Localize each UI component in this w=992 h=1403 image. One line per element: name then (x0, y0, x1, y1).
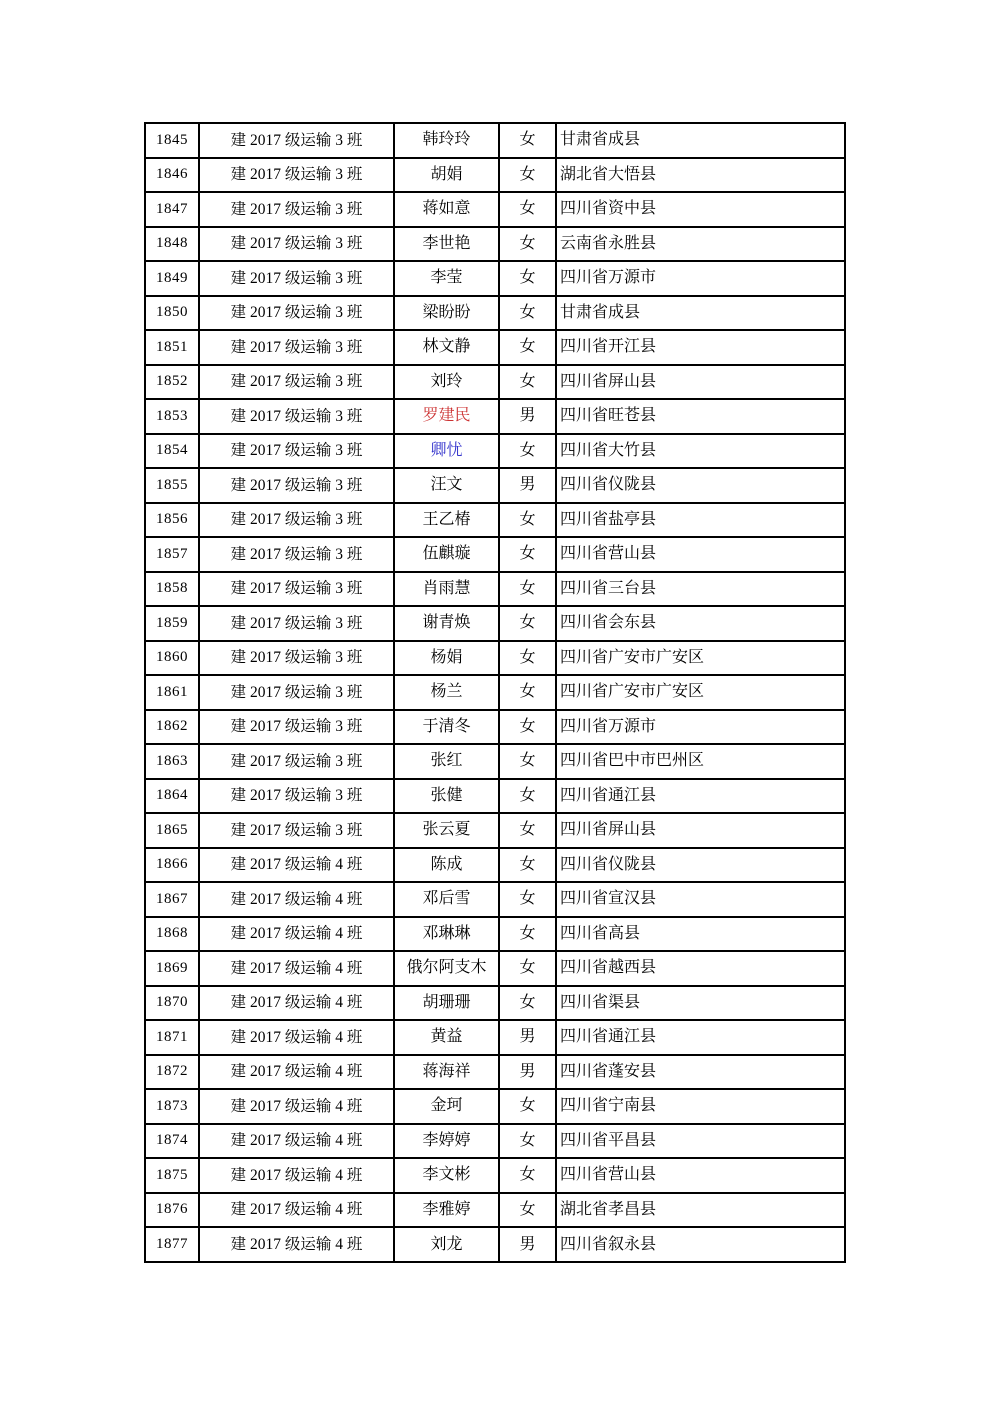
roster-cell-class-name: 建 2017 级运输 3 班 (199, 399, 394, 434)
table-row (145, 675, 845, 710)
table-row (145, 158, 845, 193)
table-row (145, 606, 845, 641)
roster-cell-serial-number: 1846 (145, 158, 199, 193)
roster-cell-hometown: 四川省仪陇县 (556, 468, 845, 503)
roster-cell-hometown: 四川省大竹县 (556, 434, 845, 469)
roster-cell-gender: 女 (499, 675, 556, 710)
roster-cell-serial-number: 1857 (145, 537, 199, 572)
roster-cell-serial-number: 1870 (145, 986, 199, 1021)
roster-cell-student-name: 俄尔阿支木 (394, 951, 499, 986)
roster-cell-gender: 女 (499, 951, 556, 986)
roster-cell-serial-number: 1850 (145, 296, 199, 331)
roster-cell-hometown: 四川省营山县 (556, 1158, 845, 1193)
roster-cell-serial-number: 1864 (145, 779, 199, 814)
roster-cell-class-name: 建 2017 级运输 3 班 (199, 710, 394, 745)
roster-body (145, 123, 845, 1262)
roster-cell-hometown: 四川省屏山县 (556, 365, 845, 400)
roster-cell-hometown: 四川省巴中市巴州区 (556, 744, 845, 779)
roster-cell-student-name: 杨娟 (394, 641, 499, 676)
roster-cell-hometown: 湖北省大悟县 (556, 158, 845, 193)
roster-cell-gender: 女 (499, 710, 556, 745)
table-row (145, 192, 845, 227)
roster-cell-serial-number: 1859 (145, 606, 199, 641)
roster-cell-hometown: 四川省万源市 (556, 261, 845, 296)
table-row (145, 1227, 845, 1262)
roster-cell-serial-number: 1847 (145, 192, 199, 227)
roster-cell-student-name: 刘龙 (394, 1227, 499, 1262)
roster-cell-serial-number: 1873 (145, 1089, 199, 1124)
roster-cell-gender: 男 (499, 1055, 556, 1090)
roster-cell-serial-number: 1871 (145, 1020, 199, 1055)
roster-cell-serial-number: 1868 (145, 917, 199, 952)
roster-cell-student-name: 张红 (394, 744, 499, 779)
roster-cell-hometown: 四川省蓬安县 (556, 1055, 845, 1090)
roster-cell-student-name: 于清冬 (394, 710, 499, 745)
roster-cell-student-name: 梁盼盼 (394, 296, 499, 331)
roster-cell-student-name: 罗建民 (394, 399, 499, 434)
roster-cell-gender: 男 (499, 468, 556, 503)
roster-cell-serial-number: 1854 (145, 434, 199, 469)
roster-cell-class-name: 建 2017 级运输 3 班 (199, 330, 394, 365)
roster-cell-gender: 女 (499, 1089, 556, 1124)
roster-cell-class-name: 建 2017 级运输 3 班 (199, 813, 394, 848)
table-row (145, 296, 845, 331)
table-row (145, 330, 845, 365)
roster-cell-student-name: 蒋如意 (394, 192, 499, 227)
roster-cell-serial-number: 1862 (145, 710, 199, 745)
roster-cell-class-name: 建 2017 级运输 3 班 (199, 296, 394, 331)
table-row (145, 227, 845, 262)
roster-cell-student-name: 邓后雪 (394, 882, 499, 917)
table-row (145, 986, 845, 1021)
roster-cell-class-name: 建 2017 级运输 4 班 (199, 951, 394, 986)
roster-cell-student-name: 卿忧 (394, 434, 499, 469)
table-row (145, 1089, 845, 1124)
table-row (145, 641, 845, 676)
roster-cell-hometown: 四川省广安市广安区 (556, 641, 845, 676)
roster-cell-hometown: 四川省宁南县 (556, 1089, 845, 1124)
roster-cell-student-name: 张健 (394, 779, 499, 814)
roster-cell-gender: 女 (499, 641, 556, 676)
table-row (145, 434, 845, 469)
roster-cell-serial-number: 1875 (145, 1158, 199, 1193)
roster-cell-class-name: 建 2017 级运输 4 班 (199, 917, 394, 952)
roster-cell-class-name: 建 2017 级运输 4 班 (199, 1227, 394, 1262)
roster-cell-hometown: 四川省宣汉县 (556, 882, 845, 917)
roster-cell-class-name: 建 2017 级运输 3 班 (199, 641, 394, 676)
roster-cell-class-name: 建 2017 级运输 3 班 (199, 123, 394, 158)
roster-cell-gender: 女 (499, 296, 556, 331)
roster-cell-gender: 女 (499, 1124, 556, 1159)
roster-cell-hometown: 四川省广安市广安区 (556, 675, 845, 710)
roster-cell-class-name: 建 2017 级运输 3 班 (199, 158, 394, 193)
roster-cell-class-name: 建 2017 级运输 4 班 (199, 1055, 394, 1090)
roster-cell-class-name: 建 2017 级运输 3 班 (199, 779, 394, 814)
roster-cell-hometown: 四川省仪陇县 (556, 848, 845, 883)
roster-cell-class-name: 建 2017 级运输 3 班 (199, 227, 394, 262)
roster-cell-hometown: 四川省渠县 (556, 986, 845, 1021)
roster-cell-serial-number: 1845 (145, 123, 199, 158)
roster-cell-student-name: 伍麒璇 (394, 537, 499, 572)
table-row (145, 848, 845, 883)
roster-cell-class-name: 建 2017 级运输 3 班 (199, 365, 394, 400)
roster-cell-gender: 女 (499, 123, 556, 158)
roster-cell-serial-number: 1867 (145, 882, 199, 917)
roster-cell-class-name: 建 2017 级运输 4 班 (199, 848, 394, 883)
roster-cell-class-name: 建 2017 级运输 4 班 (199, 1089, 394, 1124)
roster-cell-hometown: 四川省平昌县 (556, 1124, 845, 1159)
roster-cell-student-name: 李婷婷 (394, 1124, 499, 1159)
roster-cell-serial-number: 1851 (145, 330, 199, 365)
roster-cell-serial-number: 1865 (145, 813, 199, 848)
table-row (145, 399, 845, 434)
table-row (145, 779, 845, 814)
roster-cell-gender: 女 (499, 1158, 556, 1193)
table-row (145, 1020, 845, 1055)
roster-cell-student-name: 林文静 (394, 330, 499, 365)
roster-cell-gender: 女 (499, 192, 556, 227)
roster-cell-class-name: 建 2017 级运输 3 班 (199, 468, 394, 503)
roster-cell-gender: 女 (499, 503, 556, 538)
roster-cell-gender: 男 (499, 1020, 556, 1055)
table-row (145, 537, 845, 572)
table-row (145, 1124, 845, 1159)
roster-cell-hometown: 湖北省孝昌县 (556, 1193, 845, 1228)
roster-cell-gender: 女 (499, 1193, 556, 1228)
roster-cell-class-name: 建 2017 级运输 3 班 (199, 744, 394, 779)
roster-cell-hometown: 四川省叙永县 (556, 1227, 845, 1262)
roster-cell-serial-number: 1858 (145, 572, 199, 607)
roster-cell-hometown: 四川省会东县 (556, 606, 845, 641)
roster-cell-class-name: 建 2017 级运输 4 班 (199, 986, 394, 1021)
roster-cell-gender: 女 (499, 227, 556, 262)
roster-cell-gender: 女 (499, 744, 556, 779)
roster-cell-student-name: 胡珊珊 (394, 986, 499, 1021)
roster-cell-student-name: 胡娟 (394, 158, 499, 193)
table-row (145, 917, 845, 952)
roster-cell-gender: 女 (499, 572, 556, 607)
student-roster-table (144, 122, 846, 1263)
table-row (145, 710, 845, 745)
table-row (145, 365, 845, 400)
roster-cell-serial-number: 1852 (145, 365, 199, 400)
roster-cell-class-name: 建 2017 级运输 3 班 (199, 572, 394, 607)
roster-cell-gender: 女 (499, 917, 556, 952)
roster-cell-hometown: 四川省高县 (556, 917, 845, 952)
roster-cell-hometown: 四川省通江县 (556, 1020, 845, 1055)
roster-cell-gender: 女 (499, 434, 556, 469)
roster-cell-serial-number: 1863 (145, 744, 199, 779)
roster-cell-hometown: 四川省营山县 (556, 537, 845, 572)
roster-cell-class-name: 建 2017 级运输 4 班 (199, 1158, 394, 1193)
roster-cell-class-name: 建 2017 级运输 4 班 (199, 1193, 394, 1228)
roster-cell-hometown: 云南省永胜县 (556, 227, 845, 262)
roster-cell-serial-number: 1855 (145, 468, 199, 503)
roster-cell-serial-number: 1877 (145, 1227, 199, 1262)
roster-cell-gender: 女 (499, 261, 556, 296)
table-row (145, 572, 845, 607)
roster-cell-class-name: 建 2017 级运输 3 班 (199, 434, 394, 469)
roster-cell-serial-number: 1848 (145, 227, 199, 262)
roster-cell-hometown: 四川省越西县 (556, 951, 845, 986)
roster-cell-class-name: 建 2017 级运输 3 班 (199, 606, 394, 641)
table-row (145, 503, 845, 538)
roster-cell-student-name: 杨兰 (394, 675, 499, 710)
roster-cell-student-name: 汪文 (394, 468, 499, 503)
roster-cell-gender: 男 (499, 399, 556, 434)
roster-cell-gender: 女 (499, 158, 556, 193)
roster-cell-gender: 女 (499, 606, 556, 641)
roster-cell-gender: 女 (499, 365, 556, 400)
roster-cell-student-name: 刘玲 (394, 365, 499, 400)
table-row (145, 1158, 845, 1193)
roster-cell-student-name: 邓琳琳 (394, 917, 499, 952)
table-row (145, 882, 845, 917)
roster-cell-hometown: 四川省通江县 (556, 779, 845, 814)
roster-cell-hometown: 甘肃省成县 (556, 123, 845, 158)
roster-cell-student-name: 李世艳 (394, 227, 499, 262)
roster-cell-serial-number: 1849 (145, 261, 199, 296)
roster-cell-gender: 女 (499, 986, 556, 1021)
roster-cell-gender: 女 (499, 848, 556, 883)
roster-cell-serial-number: 1853 (145, 399, 199, 434)
roster-cell-hometown: 四川省资中县 (556, 192, 845, 227)
table-row (145, 813, 845, 848)
roster-cell-hometown: 四川省旺苍县 (556, 399, 845, 434)
roster-cell-student-name: 谢青焕 (394, 606, 499, 641)
table-row (145, 1193, 845, 1228)
roster-cell-student-name: 王乙椿 (394, 503, 499, 538)
roster-cell-serial-number: 1856 (145, 503, 199, 538)
table-row (145, 744, 845, 779)
roster-cell-student-name: 李文彬 (394, 1158, 499, 1193)
table-row (145, 1055, 845, 1090)
roster-cell-class-name: 建 2017 级运输 4 班 (199, 882, 394, 917)
roster-cell-gender: 女 (499, 779, 556, 814)
roster-cell-class-name: 建 2017 级运输 3 班 (199, 503, 394, 538)
roster-cell-gender: 女 (499, 537, 556, 572)
roster-cell-gender: 女 (499, 813, 556, 848)
roster-cell-hometown: 四川省三台县 (556, 572, 845, 607)
roster-cell-student-name: 张云夏 (394, 813, 499, 848)
roster-cell-class-name: 建 2017 级运输 3 班 (199, 261, 394, 296)
roster-cell-serial-number: 1869 (145, 951, 199, 986)
table-row (145, 261, 845, 296)
roster-cell-hometown: 四川省盐亭县 (556, 503, 845, 538)
roster-cell-class-name: 建 2017 级运输 4 班 (199, 1020, 394, 1055)
roster-cell-student-name: 蒋海祥 (394, 1055, 499, 1090)
roster-cell-hometown: 甘肃省成县 (556, 296, 845, 331)
roster-cell-student-name: 金珂 (394, 1089, 499, 1124)
roster-cell-serial-number: 1874 (145, 1124, 199, 1159)
table-row (145, 123, 845, 158)
roster-cell-serial-number: 1876 (145, 1193, 199, 1228)
roster-cell-gender: 男 (499, 1227, 556, 1262)
roster-cell-serial-number: 1872 (145, 1055, 199, 1090)
roster-cell-serial-number: 1861 (145, 675, 199, 710)
roster-cell-student-name: 黄益 (394, 1020, 499, 1055)
roster-cell-student-name: 李雅婷 (394, 1193, 499, 1228)
roster-cell-serial-number: 1860 (145, 641, 199, 676)
roster-cell-hometown: 四川省屏山县 (556, 813, 845, 848)
roster-cell-student-name: 韩玲玲 (394, 123, 499, 158)
roster-cell-student-name: 肖雨慧 (394, 572, 499, 607)
roster-cell-gender: 女 (499, 330, 556, 365)
table-row (145, 468, 845, 503)
roster-cell-student-name: 陈成 (394, 848, 499, 883)
roster-cell-serial-number: 1866 (145, 848, 199, 883)
roster-cell-hometown: 四川省开江县 (556, 330, 845, 365)
roster-cell-class-name: 建 2017 级运输 4 班 (199, 1124, 394, 1159)
roster-cell-class-name: 建 2017 级运输 3 班 (199, 675, 394, 710)
roster-cell-class-name: 建 2017 级运输 3 班 (199, 537, 394, 572)
roster-cell-class-name: 建 2017 级运输 3 班 (199, 192, 394, 227)
roster-cell-hometown: 四川省万源市 (556, 710, 845, 745)
roster-cell-student-name: 李莹 (394, 261, 499, 296)
table-row (145, 951, 845, 986)
roster-cell-gender: 女 (499, 882, 556, 917)
